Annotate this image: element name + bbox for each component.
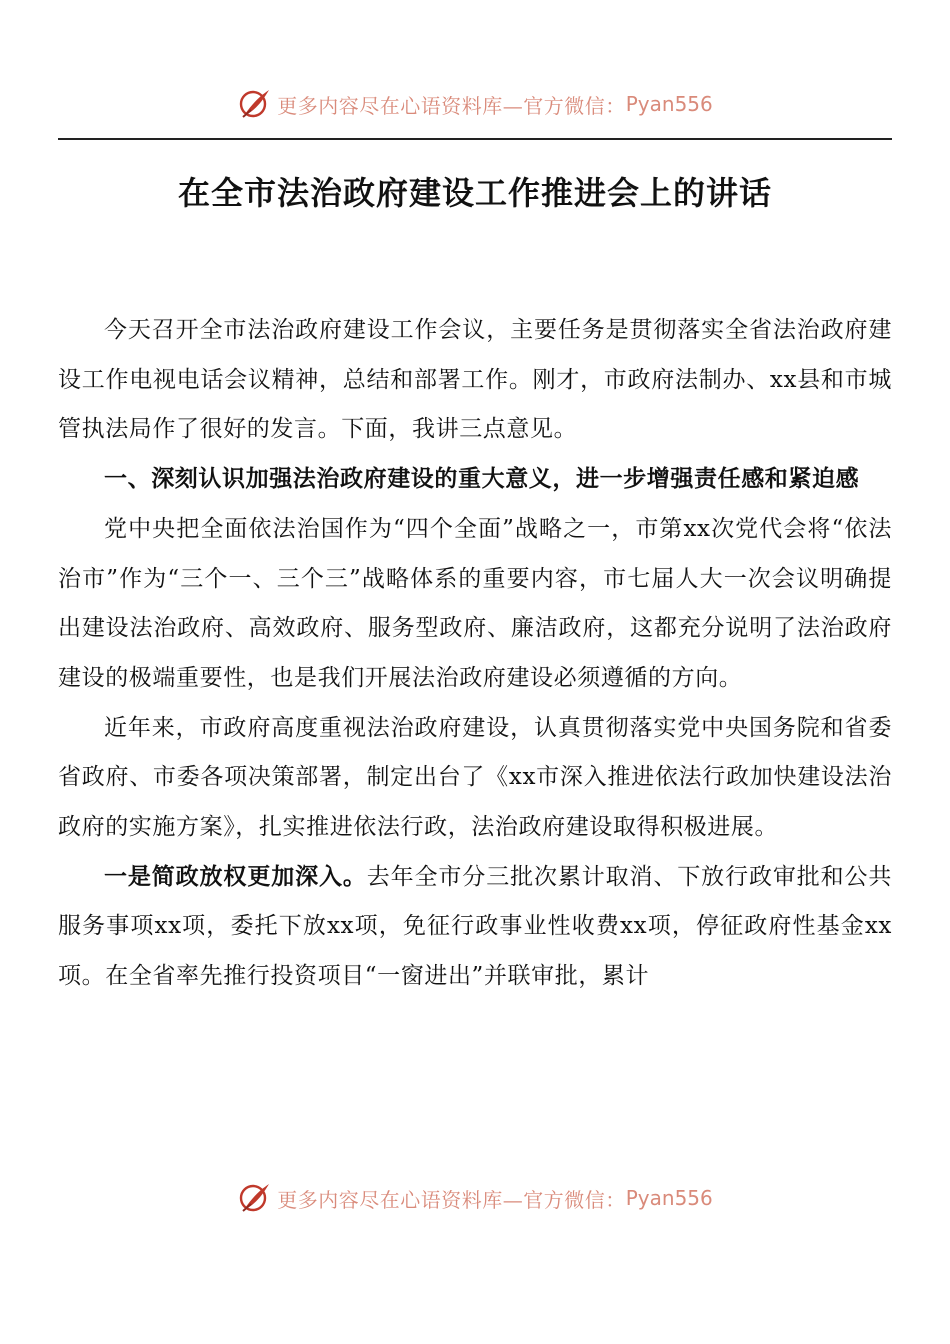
paragraph-point-one bbox=[58, 853, 892, 1002]
banner-text: 更多内容尽在心语资料库—官方微信： bbox=[277, 1187, 626, 1212]
point-one-text: 去年全市分三批次累计取消、下放行政审批和公共服务事项xx项，委托下放xx项，免征行政事业性收费xx项，停征政府性基金xx项。在全省率先推行投资项目“一窗进出”并联审批，累计 bbox=[58, 863, 892, 990]
document-title: 在全市法治政府建设工作推进会上的讲话 bbox=[177, 174, 772, 212]
section-heading-one: 一、深刻认识加强法治政府建设的重大意义，进一步增强责任感和紧迫感 bbox=[104, 466, 860, 493]
header-divider bbox=[58, 138, 892, 140]
wechat-id: Pyan556 bbox=[625, 1186, 713, 1210]
header-watermark-banner bbox=[0, 84, 950, 124]
feather-quill-logo-icon bbox=[237, 86, 273, 122]
point-one-lead: 一是简政放权更加深入。 bbox=[104, 863, 367, 890]
paragraph-strategy: 党中央把全面依法治国作为“四个全面”战略之一，市第xx次党代会将“依法治市”作为“三个一、三个三”战略体系的重要内容，市七届人大一次会议明确提出建设法治政府、高效政府、服务型政府、廉洁政府，这都充分说明了法治政府建设的极端重要性，也是我们开展法治政府建设必须遵循的方向。 bbox=[58, 515, 892, 691]
wechat-id: Pyan556 bbox=[625, 92, 713, 116]
banner-text: 更多内容尽在心语资料库—官方微信： bbox=[277, 93, 626, 118]
paragraph-progress: 近年来，市政府高度重视法治政府建设，认真贯彻落实党中央国务院和省委省政府、市委各项决策部署，制定出台了《xx市深入推进依法行政加快建设法治政府的实施方案》，扎实推进依法行政，法治政府建设取得积极进展。 bbox=[58, 714, 892, 841]
paragraph-opening: 今天召开全市法治政府建设工作会议，主要任务是贯彻落实全省法治政府建设工作电视电话会议精神，总结和部署工作。刚才，市政府法制办、xx县和市城管执法局作了很好的发言。下面，我讲三点意见。 bbox=[58, 317, 892, 443]
document-body bbox=[58, 306, 892, 1002]
footer-watermark-banner bbox=[0, 1178, 950, 1218]
feather-quill-logo-icon bbox=[237, 1180, 273, 1216]
